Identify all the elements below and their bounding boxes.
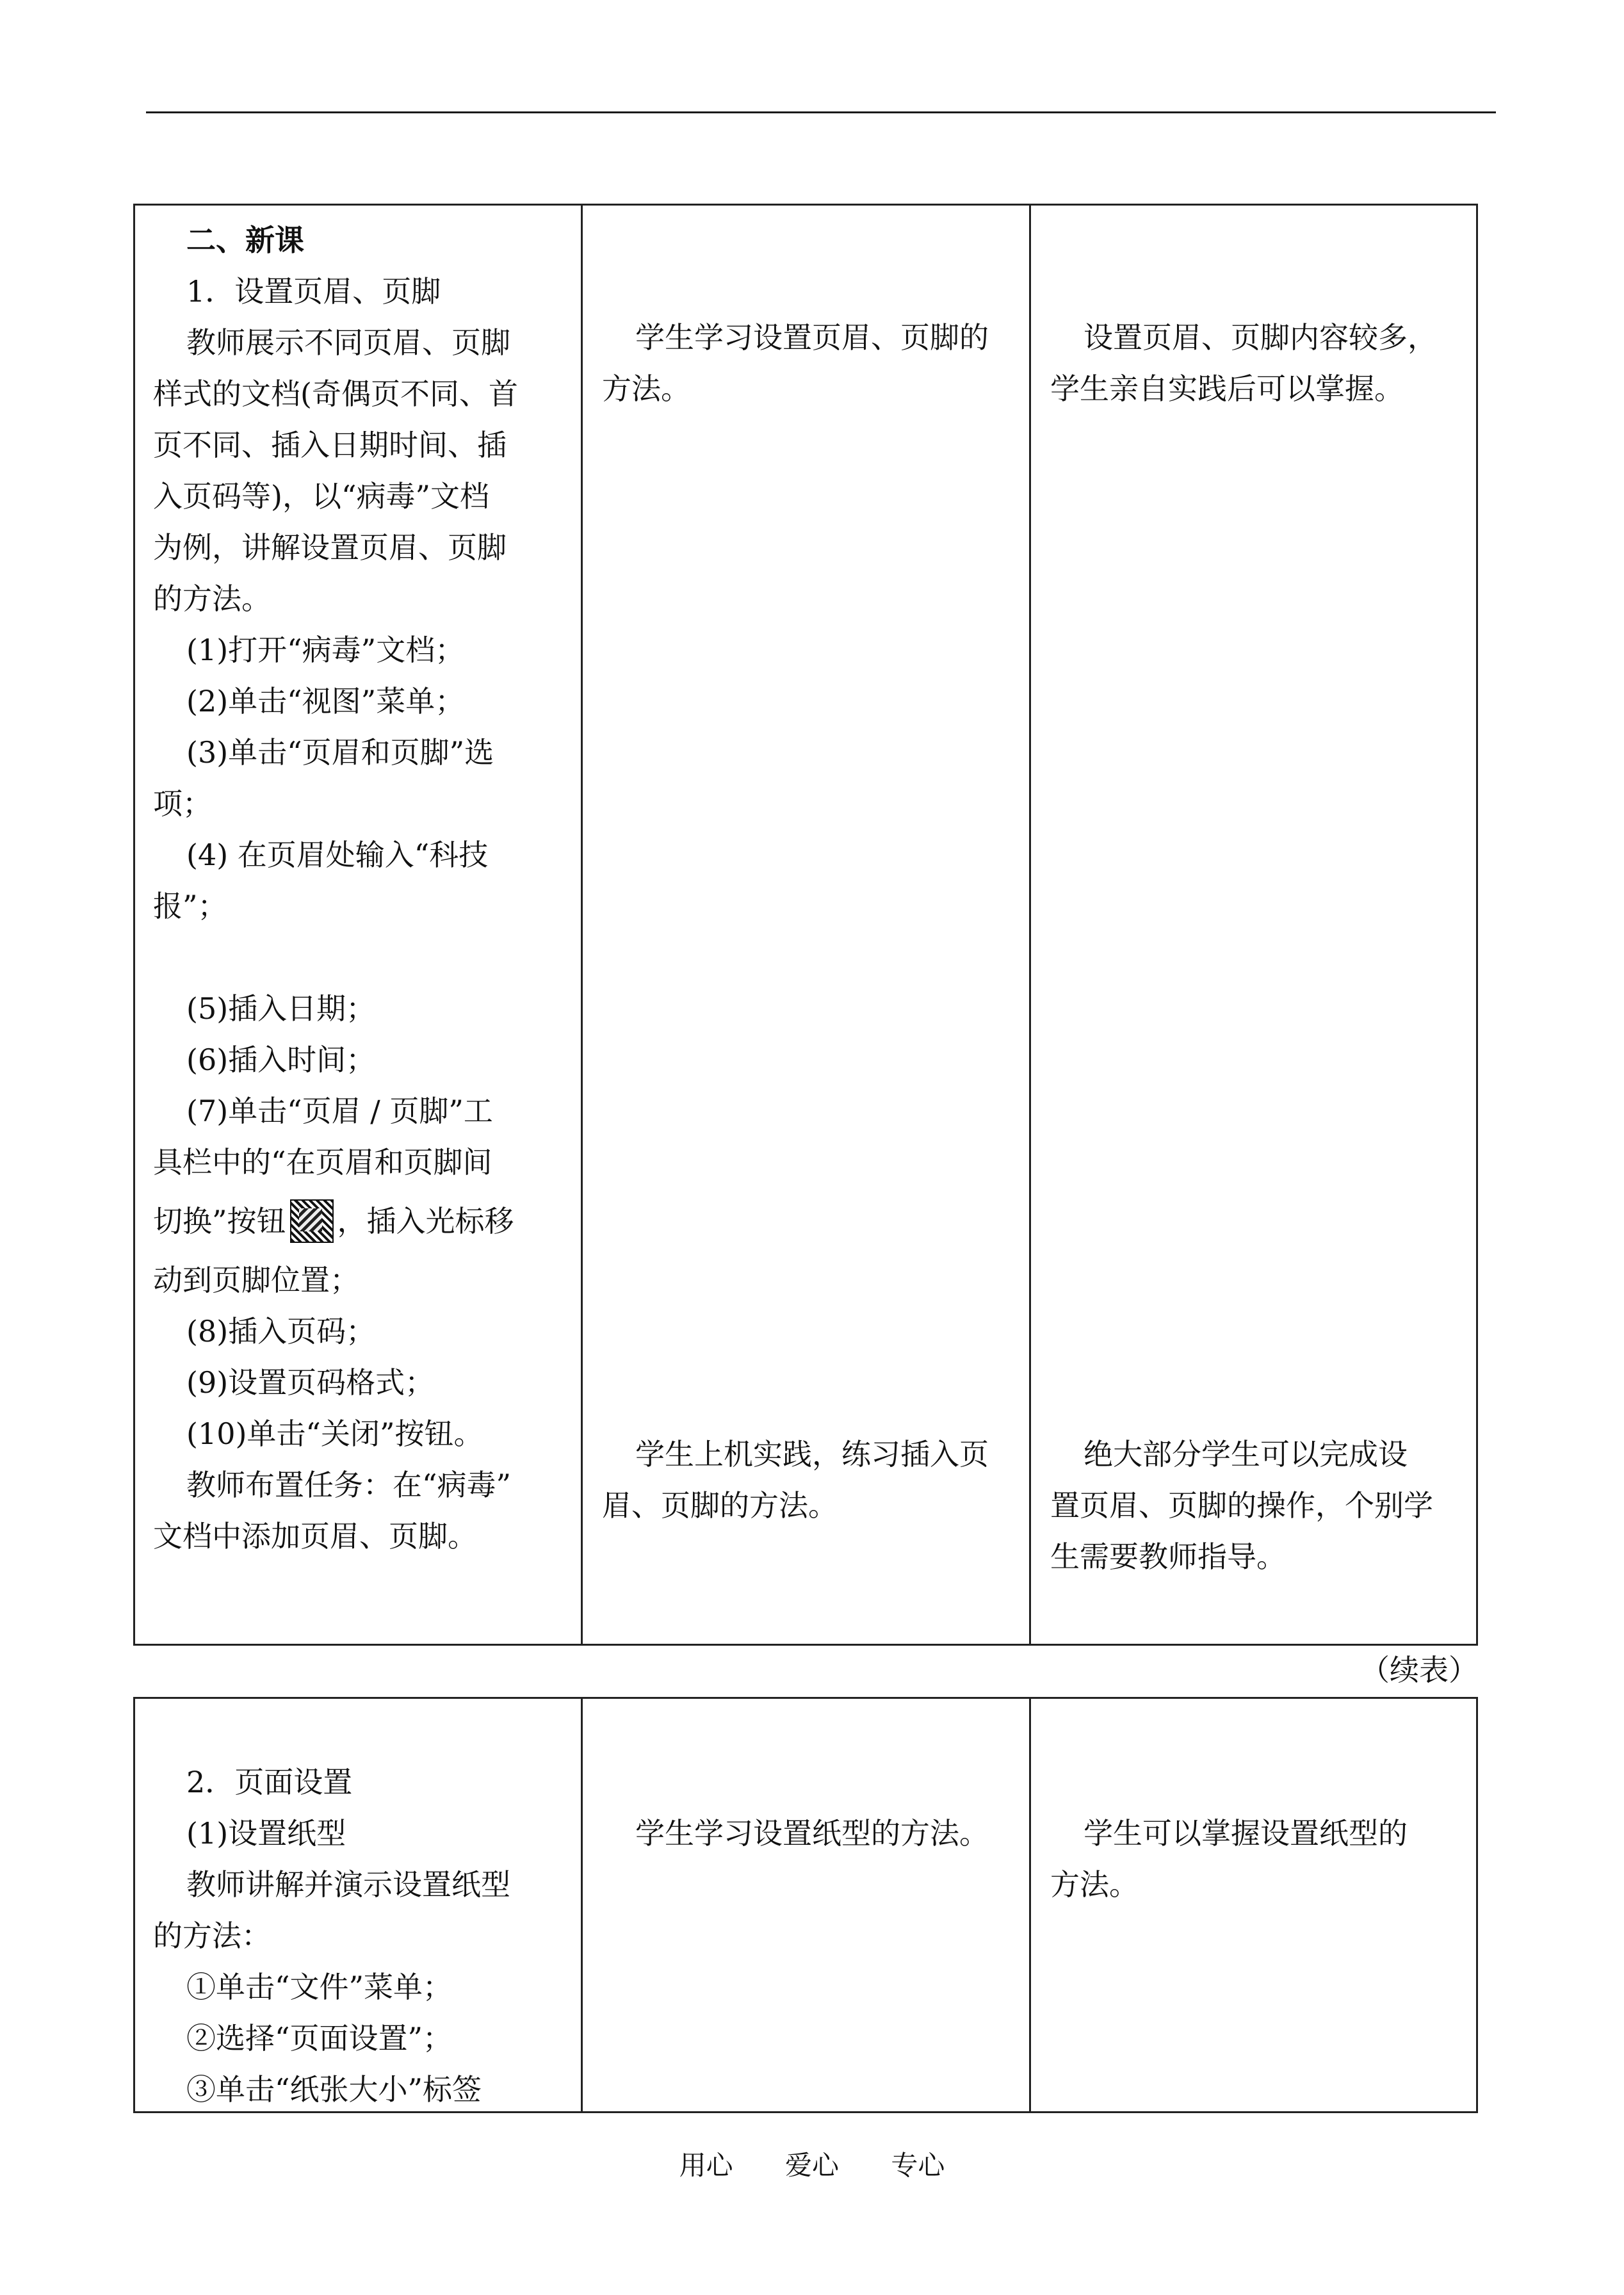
step-item — [153, 1188, 565, 1254]
student-activity-2 — [602, 1429, 1012, 1531]
text-line: 置页眉、页脚的操作，个别学 — [1050, 1488, 1433, 1523]
step-item: ①单击“文件”菜单； — [186, 1970, 453, 2004]
intro-line: 教师讲解并演示设置纸型 — [186, 1867, 510, 1902]
student-activity-cell — [583, 206, 1029, 1644]
text-line: 学生学习设置纸型的方法。 — [635, 1816, 989, 1851]
teacher-activity-cell — [135, 1699, 581, 2111]
design-intent-2 — [1050, 1429, 1461, 1582]
subsection-heading: 2．页面设置 — [186, 1765, 353, 1799]
intro-line: 教师展示不同页眉、页脚 — [186, 325, 510, 360]
step-item: 具栏中的“在页眉和页脚间 — [153, 1145, 492, 1180]
text-line: 设置页眉、页脚内容较多， — [1084, 320, 1437, 355]
intro-line: 为例，讲解设置页眉、页脚 — [153, 530, 507, 565]
step-item: (1)设置纸型 — [186, 1816, 346, 1851]
step-text: 切换”按钮 — [153, 1204, 286, 1238]
student-activity-1 — [602, 1808, 1012, 1859]
footer-word: 专心 — [891, 2150, 945, 2181]
task-line: 文档中添加页眉、页脚。 — [153, 1519, 477, 1553]
step-item: (8)插入页码； — [186, 1314, 376, 1349]
step-item: 动到页脚位置； — [153, 1263, 359, 1297]
text-line: 学生上机实践，练习插入页 — [635, 1437, 989, 1472]
design-intent-1 — [1050, 1808, 1461, 1910]
design-intent-cell — [1031, 206, 1478, 1644]
text-line: 绝大部分学生可以完成设 — [1084, 1437, 1408, 1472]
header-footer-switch-icon — [290, 1199, 334, 1243]
step-item: (3)单击“页眉和页脚”选 — [186, 735, 494, 770]
text-line: 生需要教师指导。 — [1050, 1539, 1286, 1574]
step-item: 项； — [153, 786, 212, 821]
text-line: 学生可以掌握设置纸型的 — [1084, 1816, 1408, 1851]
lesson-table-1 — [133, 204, 1478, 1646]
section-heading: 二、新课 — [186, 223, 304, 257]
step-item: (9)设置页码格式； — [186, 1365, 435, 1400]
step-item: ②选择“页面设置”； — [186, 2021, 453, 2056]
intro-line: 样式的文档(奇偶页不同、首 — [153, 377, 518, 411]
design-intent-cell — [1031, 1699, 1478, 2111]
step-item: (10)单击“关闭”按钮。 — [186, 1416, 483, 1451]
step-item: ③单击“纸张大小”标签 — [186, 2072, 482, 2107]
text-line: 学生学习设置页眉、页脚的 — [635, 320, 989, 355]
student-activity-1 — [602, 312, 1012, 414]
step-item: (5)插入日期； — [186, 991, 376, 1026]
lesson-table-2 — [133, 1697, 1478, 2113]
text-line: 学生亲自实践后可以掌握。 — [1050, 371, 1404, 406]
step-item: 报”； — [153, 889, 227, 923]
intro-line: 的方法。 — [153, 581, 271, 616]
text-line: 方法。 — [1050, 1867, 1139, 1902]
step-item: (1)打开“病毒”文档； — [186, 633, 465, 667]
header-rule — [146, 111, 1496, 113]
spacer — [153, 932, 565, 983]
design-intent-1 — [1050, 312, 1461, 414]
task-line: 教师布置任务：在“病毒” — [186, 1468, 512, 1502]
intro-line: 入页码等)，以“病毒”文档 — [153, 479, 489, 514]
step-text: ，插入光标移 — [337, 1204, 514, 1238]
intro-line: 的方法： — [153, 1918, 271, 1953]
continued-label: （续表） — [1360, 1653, 1478, 1687]
page-footer — [0, 2146, 1624, 2185]
text-line: 眉、页脚的方法。 — [602, 1488, 838, 1523]
intro-line: 页不同、插入日期时间、插 — [153, 428, 507, 462]
step-item: (2)单击“视图”菜单； — [186, 684, 465, 718]
step-item: (4) 在页眉处输入“科技 — [186, 838, 489, 872]
text-line: 方法。 — [602, 371, 690, 406]
footer-word: 爱心 — [784, 2150, 839, 2181]
teacher-activity-cell — [135, 206, 581, 1644]
footer-word: 用心 — [679, 2150, 733, 2181]
student-activity-cell — [583, 1699, 1029, 2111]
step-item: (7)单击“页眉 / 页脚”工 — [186, 1094, 493, 1128]
subsection-heading: 1．设置页眉、页脚 — [186, 274, 441, 309]
step-item: (6)插入时间； — [186, 1042, 376, 1077]
